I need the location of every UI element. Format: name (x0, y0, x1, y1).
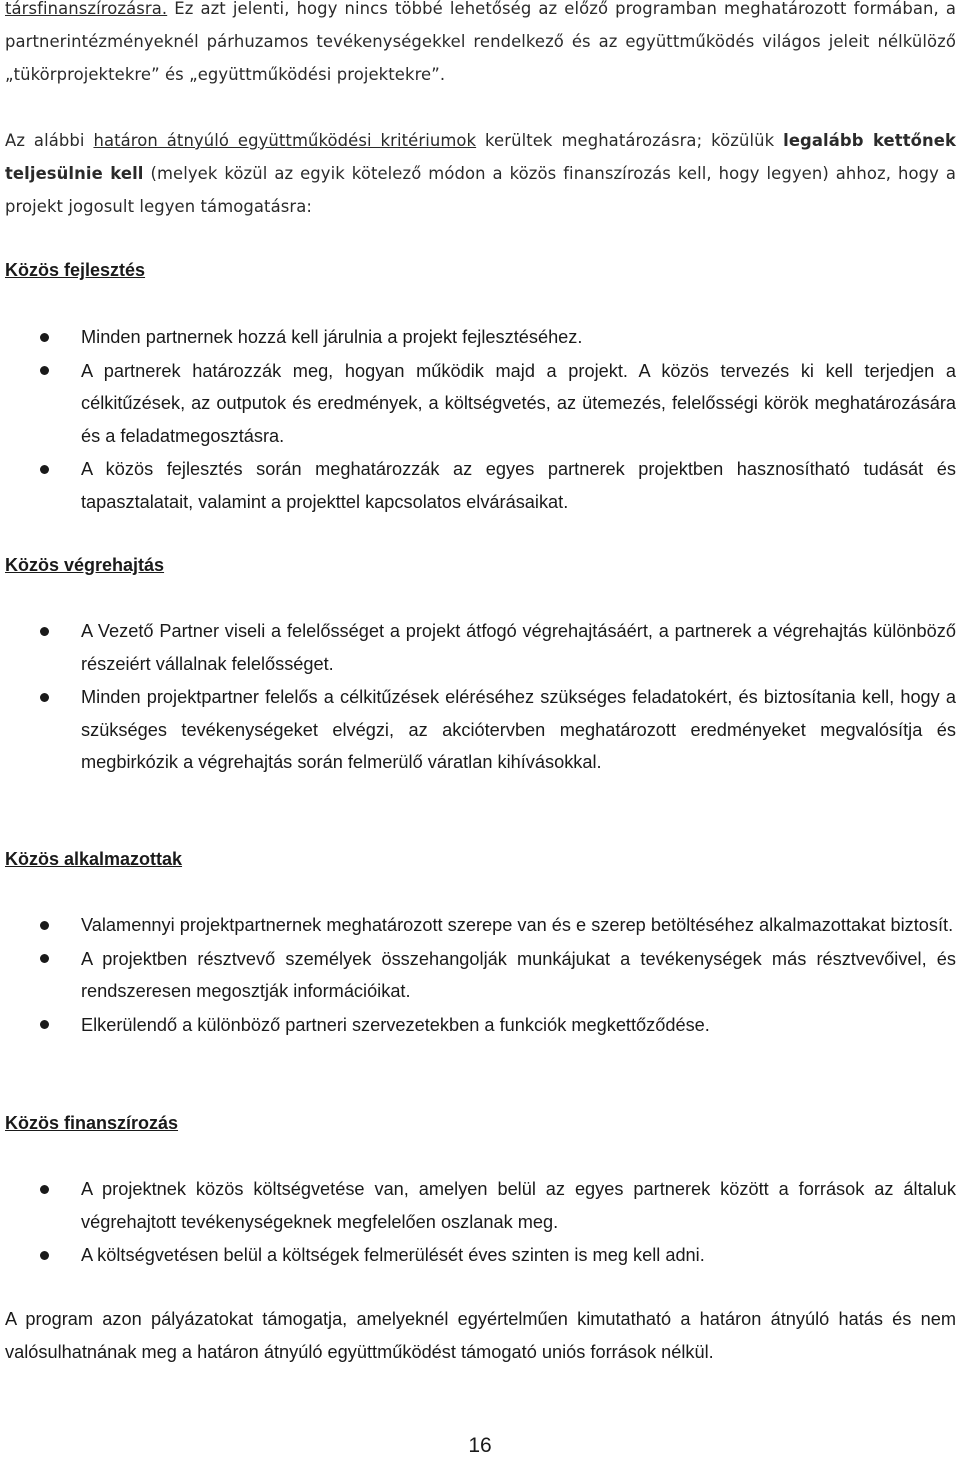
intro-text: Ez azt jelenti, hogy nincs többé lehetőség az előző programban meghatározott formában, a partnerintézményeknél párhuzamos tevékenységekkel rendelkező és az együttműködés világos jeleit nélkülöző „tükörprojektekre” és „együttműködési projektekre”. (5, 0, 956, 84)
section-list-kozos-vegrehajtas (5, 615, 956, 779)
bullet-icon (40, 366, 49, 375)
section-heading-kozos-vegrehajtas: Közös végrehajtás (5, 555, 165, 575)
list-item: Elkerülendő a különböző partneri szervezetekben a funkciók megkettőződése. (5, 1009, 956, 1042)
criteria-text-2: kerültek meghatározásra; közülük (476, 131, 784, 150)
section-list-kozos-finanszirozas (5, 1173, 956, 1272)
list-item: A költségvetésen belül a költségek felmerülését éves szinten is meg kell adni. (5, 1239, 956, 1272)
list-item: Valamennyi projektpartnernek meghatározott szerepe van és e szerep betöltéséhez alkalmazottakat biztosít. (5, 909, 956, 942)
section-heading-kozos-finanszirozas: Közös finanszírozás (5, 1113, 179, 1133)
list-item: A közös fejlesztés során meghatározzák az egyes partnerek projektben hasznosítható tudását és tapasztalatait, valamint a projekttel kapcsolatos elvárásaikat. (5, 453, 956, 518)
bullet-icon (40, 1020, 49, 1029)
section-heading-kozos-alkalmazottak: Közös alkalmazottak (5, 849, 183, 869)
page-number: 16 (468, 1434, 492, 1457)
bullet-icon (40, 954, 49, 963)
section-list-kozos-alkalmazottak (5, 909, 956, 1041)
list-item: Minden projektpartner felelős a célkitűzések eléréséhez szükséges feladatokért, és biztosítania kell, hogy a szükséges tevékenységeket elvégzi, az akciótervben meghatározott eredményeket megvalósítja és megbirkózik a végrehajtás során felmerülő váratlan kihívásokkal. (5, 681, 956, 779)
criteria-paragraph (5, 124, 956, 223)
intro-lead-link[interactable]: társfinanszírozásra. (5, 0, 168, 18)
intro-paragraph (5, 0, 956, 91)
criteria-link[interactable]: határon átnyúló együttműködési kritériumok (93, 131, 477, 150)
bullet-icon (40, 1185, 49, 1194)
bullet-icon (40, 333, 49, 342)
list-item: A projektben résztvevő személyek összehangolják munkájukat a tevékenységek más résztvevőivel, és rendszeresen megosztják információikat. (5, 943, 956, 1008)
bullet-icon (40, 693, 49, 702)
criteria-bold: legalább kettőnek teljesülnie kell (5, 131, 956, 183)
list-item: A Vezető Partner viseli a felelősséget a projekt átfogó végrehajtásáért, a partnerek a végrehajtás különböző részeiért vállalnak felelősséget. (5, 615, 956, 680)
list-item: A partnerek határozzák meg, hogyan működik majd a projekt. A közös tervezés ki kell terjedjen a célkitűzések, az outputok és eredmények, a költségvetés, az ütemezés, felelősségi körök meghatározására és a feladatmegosztásra. (5, 355, 956, 453)
criteria-text-3: (melyek közül az egyik kötelező módon a közös finanszírozás kell, hogy legyen) ahhoz, hogy a projekt jogosult legyen támogatásra: (5, 164, 956, 216)
section-list-kozos-fejlesztes (5, 321, 956, 518)
bullet-icon (40, 1251, 49, 1260)
bullet-icon (40, 465, 49, 474)
list-item: A projektnek közös költségvetése van, amelyen belül az egyes partnerek között a források az általuk végrehajtott tevékenységeknek megfelelően oszlanak meg. (5, 1173, 956, 1238)
criteria-text-1: Az alábbi (5, 131, 94, 150)
section-heading-kozos-fejlesztes: Közös fejlesztés (5, 260, 146, 280)
bullet-icon (40, 627, 49, 636)
list-item: Minden partnernek hozzá kell járulnia a projekt fejlesztéséhez. (5, 321, 956, 354)
closing-paragraph: A program azon pályázatokat támogatja, amelyeknél egyértelműen kimutatható a határon átnyúló hatás és nem valósulhatnának meg a határon átnyúló együttműködést támogató uniós források nélkül. (5, 1309, 956, 1362)
bullet-icon (40, 921, 49, 930)
